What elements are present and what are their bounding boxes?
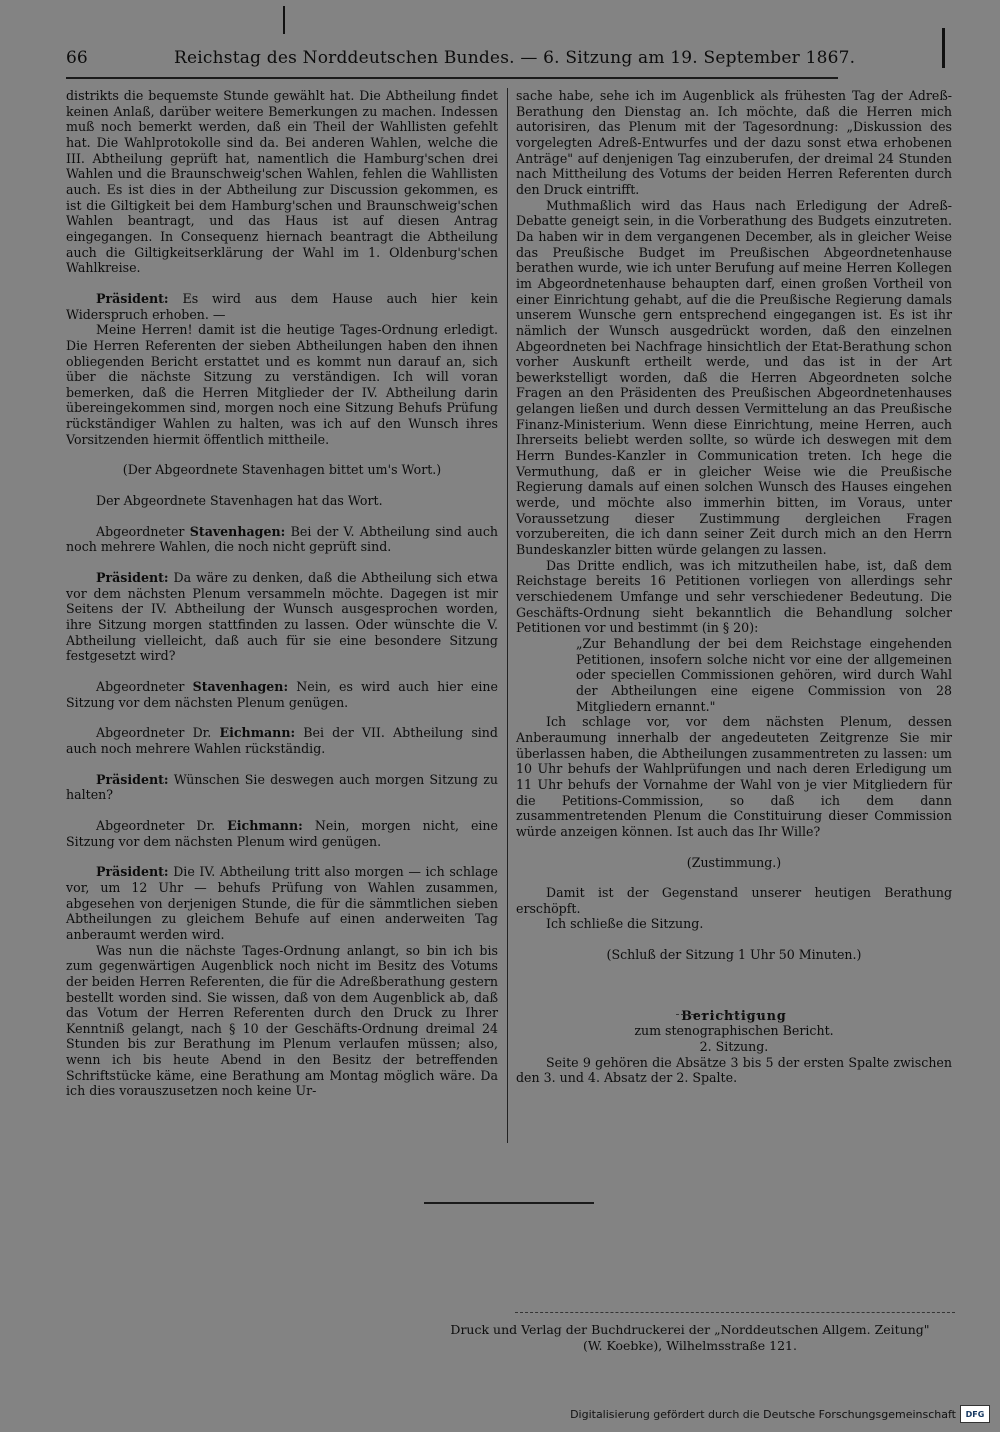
imprint — [440, 1322, 940, 1354]
correction-session: 2. Sitzung. — [699, 1039, 769, 1055]
stage-direction: (Zustimmung.) — [686, 854, 782, 870]
header-rule — [66, 77, 838, 79]
scan-mark-right — [942, 28, 945, 68]
stage-direction: (Der Abgeordnete Stavenhagen bittet um's Wort.) — [122, 462, 442, 478]
paragraph: Präsident: Da wäre zu denken, daß die Abtheilung sich etwa vor dem nächsten Plenum versammeln möchte. Dagegen ist mir Seitens der IV. Abtheilung der Wunsch ausgesprochen worden, ihre Sitzung morgen stattfinden zu lassen. Oder wünschte die V. Abtheilung vielleicht, daß auch für sie eine besondere Sitzung festgesetzt wird? — [66, 570, 498, 664]
session-close: (Schluß der Sitzung 1 Uhr 50 Minuten.) — [606, 947, 862, 963]
paragraph: Abgeordneter Dr. Eichmann: Bei der VII. Abtheilung sind auch noch mehrere Wahlen rückständig. — [66, 725, 498, 756]
column-divider — [507, 88, 508, 1143]
paragraph: sache habe, sehe ich im Augenblick als frühesten Tag der Adreß-Berathung den Dienstag an. Ich möchte, daß die Herren mich autorisiren, das Plenum mit der Tagesordnung: „Diskussion des vorgelegten Adreß-Entwurfes und der dazu sonst etwa erhobenen Anträge" auf denjenigen Tag einzuberufen, der dreimal 24 Stunden nach Mittheilung des Votums der beiden Herren Referenten durch den Druck eintrifft. — [516, 88, 952, 197]
speaker-name: Präsident: — [96, 864, 169, 880]
paragraph: Präsident: Es wird aus dem Hause auch hier kein Widerspruch erhoben. — — [66, 290, 498, 322]
speaker-name: Präsident: — [96, 290, 169, 306]
paragraph: Abgeordneter Stavenhagen: Bei der V. Abtheilung sind auch noch mehrere Wahlen, die noch nicht geprüft sind. — [66, 523, 499, 555]
paragraph: Meine Herren! damit ist die heutige Tages-Ordnung erledigt. Die Herren Referenten der sieben Abtheilungen haben den ihnen obliegenden Bericht erstattet und es kommt nun darauf an, sich über die nächste Sitzung zu verständigen. Ich will voran bemerken, daß die Herren Mitglieder der IV. Abtheilung darin übereingekommen sind, morgen noch eine Sitzung Behufs Prüfung rückständiger Wahlen zu halten, was ich auf den Wunsch ihres Vorsitzenden hiermit öffentlich mittheile. — [66, 322, 498, 447]
correction-heading: Berichtigung — [681, 1007, 787, 1023]
digitization-text: Digitalisierung gefördert durch die Deutsche Forschungsgemeinschaft — [570, 1407, 956, 1421]
paragraph: Ich schlage vor, vor dem nächsten Plenum, dessen Anberaumung innerhalb der angedeuteten Zeitgrenze Sie mir überlassen haben, die Abtheilungen zusammentreten zu lassen: um 10 Uhr behufs der Wahlprüfungen und nach deren Erledigung um 11 Uhr behufs der Vornahme der Wahl von je vier Mitgliedern für die Petitions-Commission, so daß ich dem dann zusammentretenden Plenum die Constituirung dieser Commission würde anzeigen können. Ist auch das Ihr Wille? — [516, 714, 952, 839]
paragraph: Das Dritte endlich, was ich mitzutheilen habe, ist, daß dem Reichstage bereits 16 Petitionen vorliegen von allerdings sehr verschiedenem Umfange und sehr verschiedener Bedeutung. Die Geschäfts-Ordnung sieht bekanntlich die Behandlung solcher Petitionen vor und bestimmt (in § 20): — [516, 557, 952, 636]
page-number: 66 — [66, 48, 88, 68]
paragraph: distrikts die bequemste Stunde gewählt hat. Die Abtheilung findet keinen Anlaß, darüber weitere Bemerkungen zu machen. Indessen muß noch bemerkt werden, daß ein Theil der Wahllisten gefehlt hat. Die Wahlprotokolle sind da. Bei anderen Wahlen, welche die III. Abtheilung geprüft hat, namentlich die Hamburg'schen drei Wahlen und die Braunschweig'schen Wahlen, fehlen die Wahllisten auch. Es ist dies in der Abtheilung zur Discussion gekommen, es ist die Giltigkeit bei dem Hamburg'schen und Braunschweig'schen Wahlen beantragt, und das Haus ist auf diesen Antrag eingegangen. In Consequenz hiernach beantragt die Abtheilung auch die Giltigkeitserklärung der Wahl im 1. Oldenburg'schen Wahlkreise. — [66, 88, 498, 276]
section-divider — [676, 1014, 764, 1015]
end-rule — [424, 1202, 594, 1204]
correction-subheading: zum stenographischen Bericht. — [634, 1023, 834, 1039]
left-column — [66, 88, 498, 1099]
imprint-line: (W. Koebke), Wilhelmsstraße 121. — [583, 1338, 797, 1353]
right-column — [516, 88, 952, 1086]
speaker-name: Präsident: — [96, 570, 169, 586]
paragraph: Der Abgeordnete Stavenhagen hat das Wort. — [96, 493, 383, 509]
paragraph: Damit ist der Gegenstand unserer heutigen Berathung erschöpft. — [516, 885, 952, 916]
footer-rule — [515, 1312, 955, 1313]
speaker-name: Stavenhagen: — [189, 523, 286, 539]
paragraph: Präsident: Wünschen Sie deswegen auch morgen Sitzung zu halten? — [66, 771, 498, 803]
scan-mark-top — [283, 6, 285, 34]
running-title: Reichstag des Norddeutschen Bundes. — 6. Sitzung am 19. September 1867. — [174, 48, 856, 68]
paragraph: Abgeordneter Stavenhagen: Nein, es wird auch hier eine Sitzung vor dem nächsten Plenum genügen. — [66, 679, 498, 710]
paragraph: Abgeordneter Dr. Eichmann: Nein, morgen nicht, eine Sitzung vor dem nächsten Plenum wird genügen. — [66, 817, 498, 849]
paragraph: Ich schließe die Sitzung. — [546, 916, 704, 932]
paragraph: Präsident: Die IV. Abtheilung tritt also morgen — ich schlage vor, um 12 Uhr — behufs Prüfung von Wahlen zusammen, abgesehen von derjenigen Stunde, die für die sämmtlichen sieben Abtheilungen zu gleichem Behufe auf einen anderweiten Tag anberaumt werden wird. — [66, 864, 498, 942]
paragraph: Muthmaßlich wird das Haus nach Erledigung der Adreß-Debatte geneigt sein, in die Vorberathung des Budgets einzutreten. Da haben wir in dem vergangenen December, als in gleicher Weise das Preußische Budget im Preußischen Abgeordnetenhause berathen wurde, wie ich unter Berufung auf meine Herren Kollegen im Abgeordnetenhause behaupten darf, einen großen Vortheil von einer Einrichtung gehabt, auf die die Preußische Regierung damals unserem Wunsche gern entsprechend eingegangen ist. Es ist ihr nämlich der Wunsch ausgedrückt worden, daß den einzelnen Abgeordneten bei Nachfrage hinsichtlich der Etat-Berathung schon vorher Auskunft ertheilt werde, und das ist in der Art bewerkstelligt worden, daß die Herren Abgeordneten solche Fragen an den Präsidenten des Preußischen Abgeordnetenhauses gelangen ließen und durch dessen Vermittelung an das Preußische Finanz-Ministerium. Wenn diese Einrichtung, meine Herren, auch Ihrerseits beliebt werden sollte, so würde ich deswegen mit dem Herrn Bundes-Kanzler in Communication treten. Ich hege die Vermuthung, daß er in gleicher Weise wie die Preußische Regierung damals auf einen solchen Wunsch des Hauses eingehen werde, und möchte also immerhin bitten, im Voraus, unter Voraussetzung dieser Zustimmung dergleichen Fragen vorzubereiten, die ich dann seiner Zeit durch mich an den Herrn Bundeskanzler bitten würde gelangen zu lassen. — [516, 197, 952, 558]
speaker-name: Eichmann: — [219, 725, 296, 741]
speaker-name: Stavenhagen: — [192, 679, 289, 694]
paragraph: Was nun die nächste Tages-Ordnung anlangt, so bin ich bis zum gegenwärtigen Augenblick noch nicht im Besitz des Votums der beiden Herren Referenten, die für die Adreßberathung gestern bestellt worden sind. Sie wissen, daß von dem Augenblick ab, daß das Votum der Herren Referenten durch den Druck zu Ihrer Kenntniß gelangt, nach § 10 der Geschäfts-Ordnung dreimal 24 Stunden bis zur Berathung im Plenum verlaufen müssen; also, wenn ich bis heute Abend in den Besitz der betreffenden Schriftstücke käme, eine Berathung am Montag möglich wäre. Da ich dies vorauszusetzen noch keine Ur- — [66, 942, 498, 1099]
block-quote: „Zur Behandlung der bei dem Reichstage eingehenden Petitionen, insofern solche nicht vor eine der allgemeinen oder speciellen Commissionen gehören, wird durch Wahl der Abtheilungen eine eigene Commission von 28 Mitgliedern ernannt." — [576, 635, 952, 714]
speaker-name: Präsident: — [96, 771, 169, 787]
dfg-logo: DFG — [960, 1405, 990, 1423]
page-header — [66, 44, 856, 74]
imprint-line: Druck und Verlag der Buchdruckerei der „Norddeutschen Allgem. Zeitung" — [450, 1322, 930, 1337]
correction-text: Seite 9 gehören die Absätze 3 bis 5 der ersten Spalte zwischen den 3. und 4. Absatz der 2. Spalte. — [516, 1054, 952, 1086]
digitization-notice — [570, 1404, 990, 1424]
speaker-name: Eichmann: — [227, 817, 303, 833]
